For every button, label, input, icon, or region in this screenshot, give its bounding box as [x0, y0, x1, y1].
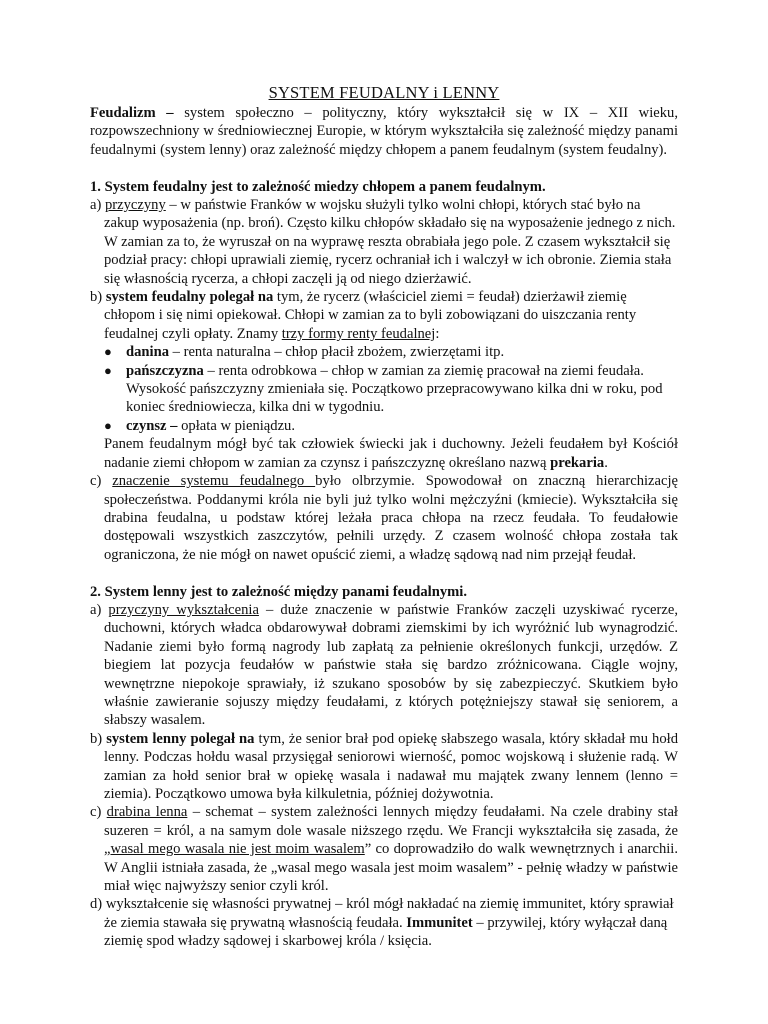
intro-paragraph	[90, 104, 678, 159]
section-2-item-b: b) system lenny polegał na tym, że senior brał pod opiekę słabszego wasala, który składał mu hołd lenny. Podczas hołdu wasal przysięgał seniorowi wierność, pomoc wojskową i służenie radą. W zamian za hołd senior brał w opiekę wasala i nadawał mu majątek zwany lennem (lenno = ziemia). Początkowo umowa była kilkuletnia, później dożywotnia.	[90, 730, 678, 802]
section-1-item-a: a) przyczyny – w państwie Franków w wojsku służyli tylko wolni chłopi, których stać było na zakup wyposażenia (np. broń). Często kilku chłopów składało się na wyposażenie jednego z nich. W zamian za to, że wyruszał on na wyprawę reszta obrabiała jego pole. Z czasem wykształcił się podział pracy: chłopi uprawiali ziemię, rycerz ochraniał ich i walczył w ich obronie. Ziemia stała się własnością rycerza, a chłopi zaczęli ją od niego dzierżawić.	[90, 197, 676, 287]
rent-forms-link: trzy formy renty feudalnej	[281, 325, 436, 342]
section-2-item-c: c) drabina lenna – schemat – system zależności lennych między feudałami. Na czele drabiny stał suzeren = król, a na samym dole wasale niższego rzędu. We Francji wykształciła się zasada, że „wasal mego wasala nie jest moim wasalem” co doprowadziło do walk wewnętrznych i anarchii. W Anglii istniała zasada, że „wasal mego wasala jest moim wasalem” - pełnię władzy w państwie miał więc najwyższy senior czyli król.	[90, 804, 679, 895]
section-2-item-d: d) wykształcenie się własności prywatnej – król mógł nakładać na ziemię immunitet, który sprawiał że ziemia stawała się prywatną własnością feudała. Immunitet – przywilej, który wyłączał daną ziemię spod władzy sądowej i skarbowej króla / księcia.	[90, 896, 674, 950]
bullet-icon: ●	[104, 417, 112, 433]
immunitet-term: Immunitet	[406, 914, 473, 931]
section-1-item-c: c) znaczenie systemu feudalnego było olbrzymie. Spowodował on znaczną hierarchizację społeczeństwa. Poddanymi króla nie byli już tylko wolni mężczyźni (kmiecie). Wykształciła się drabina feudalna, u podstaw której leżała praca chłopa na rzecz feudała. To feudałowie dostępowali wszystkich zaszczytów, pełnili urzędy. Z czasem wolność chłopa została tak ograniczona, że nie mógł on nawet opuścić ziemi, a władzę sądową nad nim przejął feudał.	[90, 473, 679, 563]
document-body	[90, 104, 678, 951]
section-2-item-a: a) przyczyny wykształcenia – duże znaczenie w państwie Franków zaczęli uzyskiwać rycerze, duchowni, których władca obdarowywał dobrami ziemskimi by ich wyróżnić lub wynagrodzić. Nadanie ziemi było formą nagrody lub zapłatą za pełnienie określonych funkcji, urzędów. Z biegiem lat pozycja feudałów w państwie stała się bardzo zróżnicowana. Ciągle wojny, wewnętrzne niepokoje sprawiały, iż szukano sposobów by się zabezpieczyć. Skutkiem było właśnie zawieranie sojuszy między feudałami, z których potężniejszy stawał się seniorem, a słabszy wasalem.	[90, 601, 678, 729]
intro-text: system społeczno – polityczny, który wykształcił się w IX – XII wieku, rozpowszechniony w średniowiecznej Europie, w którym wykształciła się zależność między panami feudalnymi (system lenny) oraz zależność między chłopem a panem feudalnym (system feudalny).	[90, 105, 678, 158]
bullet-icon: ●	[104, 362, 112, 378]
section-2-b-term: system lenny polegał na	[106, 730, 255, 747]
section-1-after-list: Panem feudalnym mógł być tak człowiek świecki jak i duchowny. Jeżeli feudałem był Kościół nadanie ziemi chłopom w zamian za czynsz i pańszczyznę określano nazwą prekaria.	[104, 436, 678, 471]
section-1-heading: 1. System feudalny jest to zależność miedzy chłopem a panem feudalnym.	[90, 178, 546, 195]
rent-forms-list	[90, 343, 678, 435]
section-1-b-term: system feudalny polegał na	[105, 289, 274, 306]
section-1-a-term: przyczyny	[105, 197, 166, 214]
prekaria-term: prekaria	[550, 454, 605, 471]
bullet-icon: ●	[104, 344, 112, 360]
section-2-heading: 2. System lenny jest to zależność między panami feudalnymi.	[90, 583, 467, 600]
vassal-quote: wasal mego wasala nie jest moim wasalem	[110, 841, 365, 858]
intro-term: Feudalizm –	[90, 105, 174, 121]
section-2-a-term: przyczyny wykształcenia	[108, 601, 259, 618]
section-2-c-term: drabina lenna	[106, 804, 188, 821]
document-title: SYSTEM FEUDALNY i LENNY	[268, 83, 500, 102]
list-item-czynsz: ● czynsz – opłata w pieniądzu.	[104, 417, 296, 434]
list-item-panszczyzna: ● pańszczyzna – renta odrobkowa – chłop w zamian za ziemię pracował na ziemi feudała. Wysokość pańszczyzny zmieniała się. Początkowo przepracowywano kilka dni w roku, pod koniec średniowiecza, kilka dni w tygodniu.	[104, 362, 663, 416]
list-item-danina: ● danina – renta naturalna – chłop płacił zbożem, zwierzętami itp.	[104, 344, 505, 361]
section-1-c-term: znaczenie systemu feudalnego	[112, 473, 316, 490]
section-1-item-b: b) system feudalny polegał na tym, że rycerz (właściciel ziemi = feudał) dzierżawił ziemię chłopom i się nimi opiekował. Chłopi w zamian za to byli zobowiązani do uiszczania renty feudalnej czyli opłaty. Znamy trzy formy renty feudalnej:	[90, 289, 637, 342]
